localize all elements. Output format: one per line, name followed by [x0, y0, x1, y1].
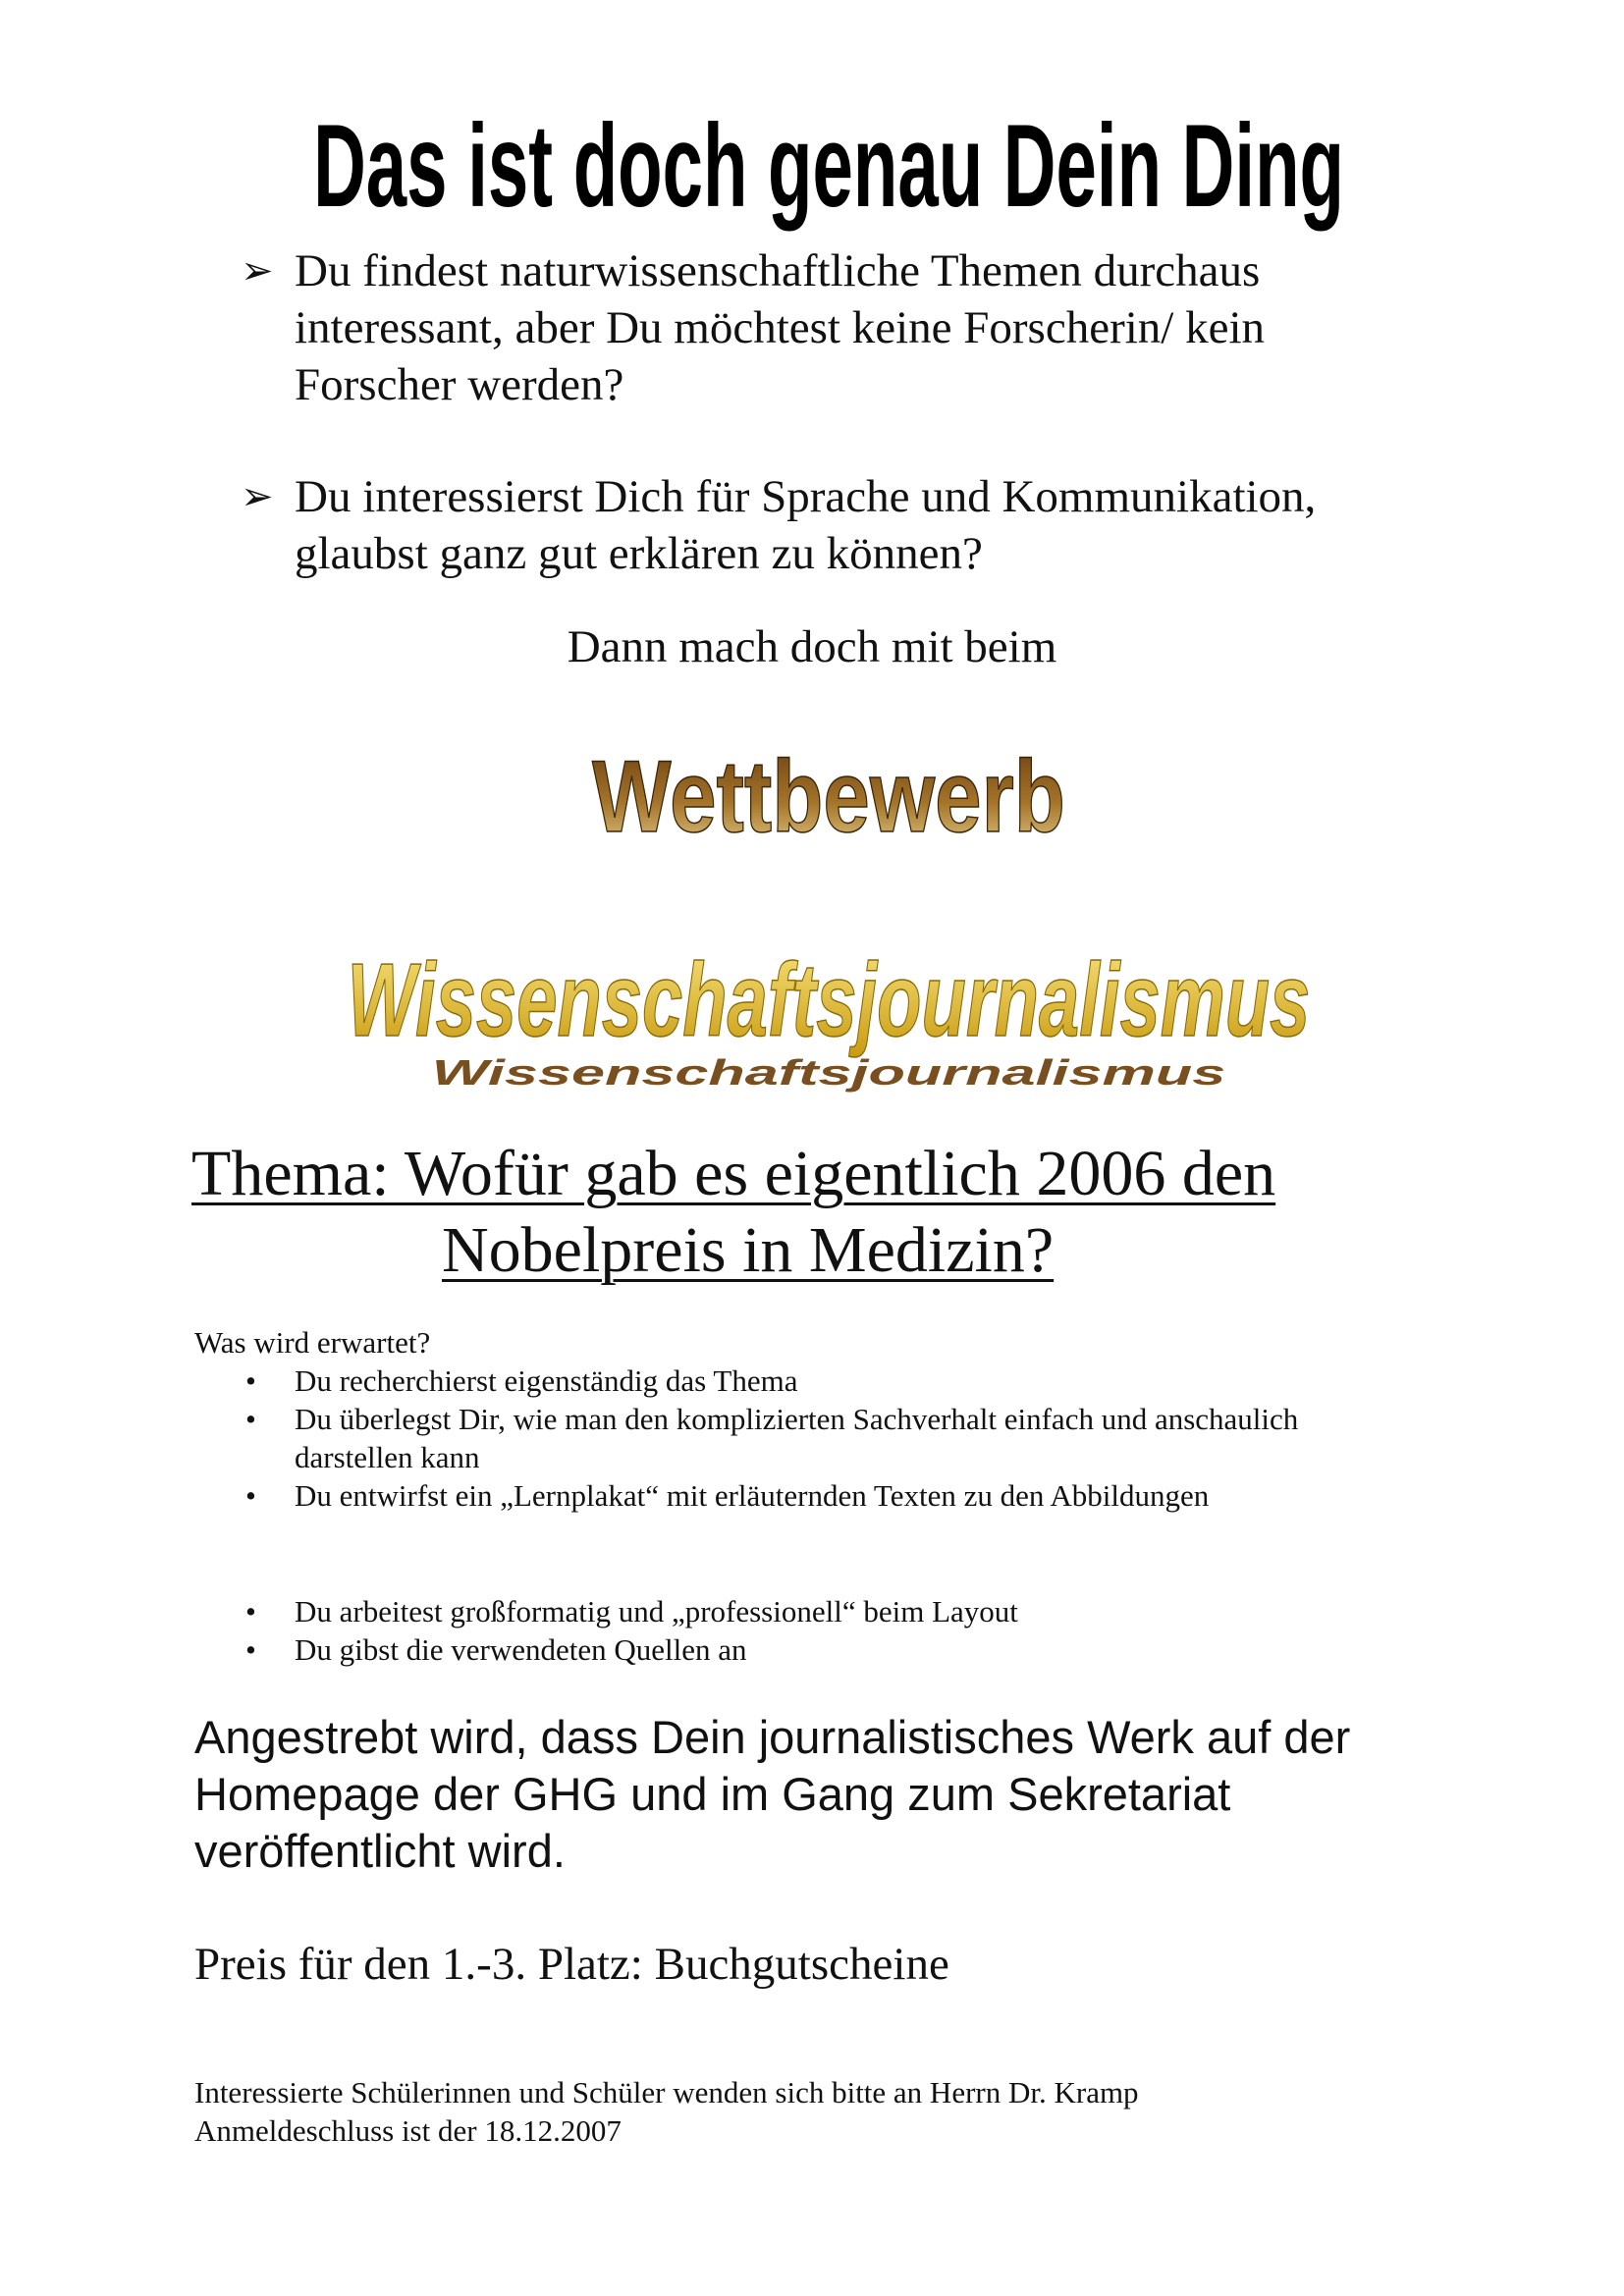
journalismus-wordart-text: Wissenschaftsjournalismus — [347, 941, 1311, 1059]
intro-item-2-text: Du interessierst Dich für Sprache und Kommunikation, glaubst ganz gut erklären zu können? — [295, 471, 1317, 579]
prize-text: Preis für den 1.-3. Platz: Buchgutscheine — [194, 1939, 949, 1990]
list-item: • Du arbeitest großformatig und „professionell“ beim Layout — [245, 1594, 1018, 1629]
title-wordart-text: Das ist doch genau Dein Ding — [313, 101, 1344, 233]
list-item: • Du gibst die verwendeten Quellen an — [245, 1632, 747, 1667]
arrow-bullet-icon: ➢ — [241, 248, 274, 293]
bullet-icon: • — [245, 1478, 256, 1513]
contact-text: Interessierte Schülerinnen und Schüler wenden sich bitte an Herrn Dr. Kramp — [194, 2075, 1139, 2109]
intro-list — [241, 242, 1419, 582]
bullet-icon: • — [245, 1363, 256, 1398]
journalismus-wordart — [0, 937, 1624, 1104]
list-item: • Du überlegst Dir, wie man den komplizierten Sachverhalt einfach und anschaulich darstellen kann — [245, 1402, 1299, 1474]
expect-list-2 — [245, 1592, 1424, 1669]
bullet-icon: • — [245, 1594, 256, 1629]
bullet-icon: • — [245, 1632, 256, 1667]
thema-line-1: Thema: Wofür gab es eigentlich 2006 den — [191, 1138, 1276, 1209]
intro-item-1 — [241, 242, 1419, 413]
thema-line-2: Nobelpreis in Medizin? — [442, 1214, 1055, 1286]
list-item: • Du entwirfst ein „Lernplakat“ mit erläuternden Texten zu den Abbildungen — [245, 1478, 1210, 1513]
wettbewerb-wordart-text: Wettbewerb — [592, 740, 1065, 854]
list-item: • Du recherchierst eigenständig das Thema — [245, 1363, 798, 1398]
deadline-text: Anmeldeschluss ist der 18.12.2007 — [194, 2113, 622, 2148]
arrow-bullet-icon: ➢ — [241, 474, 274, 518]
intro-item-2 — [241, 468, 1419, 582]
wettbewerb-wordart — [0, 721, 1624, 859]
expect-list — [245, 1362, 1424, 1515]
title-wordart — [0, 59, 1624, 245]
lead-line: Dann mach doch mit beim — [567, 621, 1057, 672]
intro-item-1-text: Du findest naturwissenschaftliche Themen durchaus interessant, aber Du möchtest keine Forscherin/ kein Forscher werden? — [295, 245, 1266, 410]
journalismus-wordart-shadow: Wissenschaftsjournalismus — [431, 1052, 1226, 1093]
publish-text: Angestrebt wird, dass Dein journalistisches Werk auf der Homepage der GHG und im Gang zum Sekretariat veröffentlicht wird. — [194, 1711, 1351, 1877]
thema-heading — [191, 1136, 1419, 1289]
expect-heading: Was wird erwartet? — [194, 1325, 431, 1360]
bullet-icon: • — [245, 1402, 256, 1436]
